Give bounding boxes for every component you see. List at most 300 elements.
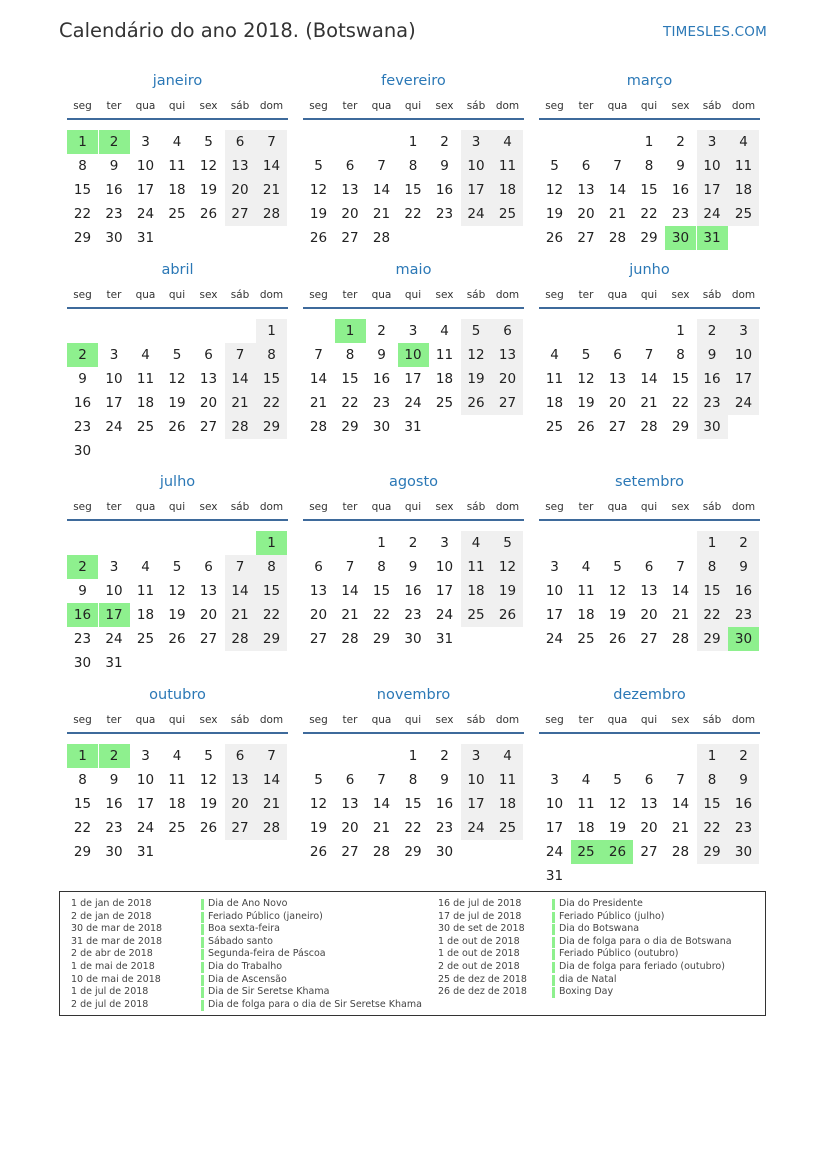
day-cell: 17 [697, 178, 728, 202]
day-cell: 5 [613, 559, 622, 575]
day-cell: 18 [577, 820, 595, 836]
legend-holiday-name: Boa sexta-feira [208, 923, 280, 935]
day-cell: 18 [461, 579, 492, 603]
day-cell: 16 [671, 182, 690, 198]
day-cell: 7 [613, 158, 622, 174]
weekday-label: seg [73, 289, 92, 301]
day-cell: 15 [73, 796, 92, 812]
legend-holiday-name: Dia de folga para o dia de Sir Seretse Khama [208, 998, 422, 1010]
day-cell: 24 [461, 816, 492, 840]
day-cell: 8 [78, 772, 87, 788]
legend-date: 1 de jan de 2018 [71, 898, 152, 909]
day-cell: 18 [728, 178, 759, 202]
day-cell: 7 [345, 559, 355, 575]
day-cell: 28 [256, 202, 287, 226]
day-cell: 25 [168, 206, 186, 222]
day-cell: 15 [697, 792, 728, 816]
day-cell: 21 [640, 395, 658, 411]
weekday-label: ter [106, 714, 122, 726]
day-cell: 14 [225, 367, 256, 391]
weekday-label: seg [73, 714, 92, 726]
day-cell: 17 [136, 796, 155, 812]
day-cell: 28 [256, 816, 287, 840]
day-cell: 26 [168, 419, 186, 435]
weekday-label: sex [435, 501, 454, 513]
weekday-label: seg [309, 714, 328, 726]
day-cell: 20 [341, 820, 359, 836]
day-cell: 1 [697, 744, 728, 768]
legend-date: 2 de jul de 2018 [71, 998, 149, 1010]
day-cell: 19 [461, 367, 492, 391]
weekday-label: sáb [230, 501, 250, 513]
day-cell: 7 [676, 772, 685, 788]
day-cell: 25 [492, 816, 523, 840]
day-cell: 30 [73, 443, 92, 459]
day-cell-holiday: 17 [99, 603, 130, 627]
day-cell: 27 [199, 419, 218, 435]
day-cell: 26 [309, 230, 328, 246]
day-cell: 17 [435, 583, 454, 599]
day-cell: 7 [225, 555, 256, 579]
day-cell: 16 [105, 182, 123, 198]
day-cell: 14 [671, 796, 690, 812]
day-cell: 23 [73, 631, 92, 647]
weekday-label: dom [259, 289, 284, 301]
weekday-label: qua [135, 289, 156, 301]
day-cell: 16 [697, 367, 728, 391]
day-cell: 24 [697, 202, 728, 226]
header-rule [539, 732, 760, 734]
day-cell: 4 [172, 134, 182, 150]
day-cell: 11 [461, 555, 492, 579]
day-cell: 8 [256, 343, 287, 367]
day-cell: 19 [199, 796, 218, 812]
weekday-label: dom [259, 501, 284, 513]
day-cell: 20 [199, 395, 218, 411]
legend-date: 10 de mai de 2018 [71, 973, 161, 985]
day-cell: 24 [105, 631, 123, 647]
day-cell: 13 [199, 583, 218, 599]
day-cell: 14 [372, 796, 391, 812]
weekday-label: qua [135, 501, 156, 513]
weekday-label: ter [342, 501, 358, 513]
day-cell: 8 [676, 347, 685, 363]
weekday-header [303, 100, 524, 115]
legend-holiday-name: Dia de folga para feriado (outubro) [559, 960, 725, 972]
day-cell: 1 [644, 134, 654, 150]
day-cell: 22 [697, 816, 728, 840]
day-cell: 5 [204, 748, 213, 764]
day-cell: 22 [256, 603, 287, 627]
weekday-label: dom [731, 714, 756, 726]
day-cell: 8 [644, 158, 654, 174]
day-cell: 19 [199, 182, 218, 198]
legend-color-marker [552, 924, 555, 935]
day-cell: 3 [461, 130, 492, 154]
holiday-legend [59, 891, 766, 1016]
day-cell: 3 [109, 347, 119, 363]
day-cell: 29 [697, 840, 728, 864]
day-cell: 14 [256, 154, 287, 178]
day-cell: 10 [545, 583, 564, 599]
day-cell: 22 [640, 206, 658, 222]
day-cell: 12 [309, 182, 328, 198]
day-cell: 25 [461, 603, 492, 627]
day-cell: 25 [136, 419, 155, 435]
header-rule [67, 118, 288, 120]
weekday-label: sex [199, 100, 218, 112]
day-cell: 24 [545, 844, 564, 860]
day-cell: 24 [105, 419, 123, 435]
weekday-header [67, 501, 288, 516]
day-cell: 16 [404, 583, 422, 599]
day-cell: 19 [545, 206, 564, 222]
day-cell: 25 [577, 631, 595, 647]
day-cell: 6 [225, 130, 256, 154]
day-cell: 24 [435, 607, 454, 623]
day-cell: 13 [640, 583, 658, 599]
day-cell: 19 [309, 820, 328, 836]
day-cell: 2 [377, 323, 386, 339]
weekday-label: qua [371, 501, 392, 513]
day-cell: 6 [492, 319, 523, 343]
day-cell: 26 [492, 603, 523, 627]
day-cell: 5 [613, 772, 622, 788]
weekday-label: qui [168, 714, 186, 726]
day-cell: 11 [168, 158, 186, 174]
weekday-label: ter [342, 289, 358, 301]
day-cell: 16 [435, 796, 454, 812]
weekday-header [303, 289, 524, 304]
legend-holiday-name: dia de Natal [559, 973, 617, 985]
day-cell: 10 [136, 772, 155, 788]
day-cell: 17 [136, 182, 155, 198]
day-cell: 26 [199, 820, 218, 836]
day-cell-holiday: 1 [335, 319, 366, 343]
day-cell: 28 [372, 230, 391, 246]
day-cell: 23 [73, 419, 92, 435]
day-cell: 9 [78, 371, 87, 387]
day-cell: 18 [545, 395, 564, 411]
weekday-label: ter [342, 100, 358, 112]
day-cell: 8 [377, 559, 386, 575]
day-cell: 19 [608, 820, 627, 836]
legend-holiday-name: Feriado Público (outubro) [559, 948, 679, 960]
day-cell: 28 [225, 627, 256, 651]
day-cell: 12 [168, 371, 186, 387]
day-cell: 15 [697, 579, 728, 603]
day-cell: 9 [109, 772, 119, 788]
day-cell: 30 [697, 415, 728, 439]
weekday-header [67, 714, 288, 729]
day-cell: 16 [728, 792, 759, 816]
weekday-label: qua [371, 714, 392, 726]
day-cell-holiday: 16 [67, 603, 98, 627]
day-cell: 7 [256, 744, 287, 768]
weekday-label: seg [309, 100, 328, 112]
day-cell: 2 [676, 134, 685, 150]
legend-date: 26 de dez de 2018 [438, 986, 527, 998]
weekday-label: ter [106, 100, 122, 112]
day-cell: 8 [697, 555, 728, 579]
day-cell: 23 [105, 820, 123, 836]
day-cell: 14 [671, 583, 690, 599]
day-cell: 22 [372, 607, 391, 623]
day-cell: 27 [492, 391, 523, 415]
weekday-label: seg [545, 714, 564, 726]
day-cell: 28 [341, 631, 359, 647]
day-cell-holiday: 31 [697, 226, 728, 250]
day-cell: 21 [225, 603, 256, 627]
day-cell: 3 [550, 559, 559, 575]
legend-holiday-name: Dia do Botswana [559, 923, 640, 935]
weekday-label: sex [671, 714, 690, 726]
day-cell: 18 [168, 182, 186, 198]
day-cell: 13 [492, 343, 523, 367]
day-cell: 2 [728, 531, 759, 555]
day-cell: 28 [309, 419, 328, 435]
day-cell: 14 [225, 579, 256, 603]
day-cell: 3 [109, 559, 119, 575]
day-cell: 11 [435, 347, 454, 363]
day-cell-holiday: 1 [256, 531, 287, 555]
legend-color-marker [201, 1000, 204, 1011]
weekday-header [539, 100, 760, 115]
day-cell: 28 [671, 844, 690, 860]
day-cell: 12 [199, 772, 218, 788]
day-cell: 15 [404, 796, 422, 812]
day-cell: 20 [225, 792, 256, 816]
day-cell: 24 [136, 206, 155, 222]
day-cell: 1 [676, 323, 685, 339]
legend-date: 2 de jan de 2018 [71, 910, 152, 922]
weekday-header [67, 100, 288, 115]
day-cell: 16 [105, 796, 123, 812]
day-cell: 4 [141, 347, 150, 363]
day-cell: 26 [577, 419, 595, 435]
day-cell: 5 [314, 158, 323, 174]
weekday-label: qui [640, 501, 658, 513]
day-cell: 27 [640, 844, 658, 860]
day-cell: 10 [105, 371, 123, 387]
day-cell: 9 [728, 555, 759, 579]
day-cell: 8 [408, 158, 418, 174]
weekday-label: qui [640, 100, 658, 112]
weekday-label: seg [545, 289, 564, 301]
day-cell: 16 [728, 579, 759, 603]
legend-date: 2 de out de 2018 [438, 960, 520, 972]
day-cell: 6 [345, 158, 355, 174]
month-name: novembro [376, 687, 451, 703]
day-cell: 1 [408, 748, 418, 764]
day-cell: 13 [577, 182, 595, 198]
day-cell: 14 [309, 371, 328, 387]
day-cell: 11 [577, 796, 595, 812]
day-cell: 27 [341, 230, 359, 246]
day-cell: 22 [404, 820, 422, 836]
day-cell: 23 [435, 206, 454, 222]
day-cell: 3 [550, 772, 559, 788]
day-cell: 17 [545, 607, 564, 623]
month-name: junho [629, 262, 670, 278]
day-cell: 17 [461, 178, 492, 202]
day-cell: 14 [372, 182, 391, 198]
weekday-label: ter [578, 289, 594, 301]
day-cell: 6 [314, 559, 323, 575]
weekday-label: qui [640, 714, 658, 726]
day-cell: 20 [492, 367, 523, 391]
day-cell: 10 [461, 154, 492, 178]
day-cell: 20 [341, 206, 359, 222]
day-cell: 31 [545, 868, 564, 884]
weekday-label: dom [259, 100, 284, 112]
day-cell: 7 [644, 347, 654, 363]
day-cell: 20 [309, 607, 328, 623]
day-cell: 6 [345, 772, 355, 788]
day-cell: 12 [608, 796, 627, 812]
day-cell: 27 [577, 230, 595, 246]
day-cell: 20 [225, 178, 256, 202]
legend-date: 17 de jul de 2018 [438, 910, 522, 922]
legend-date: 1 de out de 2018 [438, 935, 520, 947]
day-cell: 15 [640, 182, 658, 198]
legend-color-marker [552, 949, 555, 960]
brand-link[interactable]: TIMESLES.COM [663, 24, 767, 40]
day-cell: 19 [168, 607, 186, 623]
weekday-label: seg [73, 501, 92, 513]
day-cell: 28 [640, 419, 658, 435]
legend-holiday-name: Feriado Público (janeiro) [208, 910, 323, 922]
day-cell: 5 [172, 347, 182, 363]
weekday-label: sex [199, 289, 218, 301]
day-cell: 10 [728, 343, 759, 367]
weekday-label: sáb [230, 100, 250, 112]
day-cell-holiday: 30 [665, 226, 696, 250]
header-rule [303, 732, 524, 734]
weekday-label: sáb [466, 714, 486, 726]
day-cell: 24 [461, 202, 492, 226]
weekday-label: seg [309, 289, 328, 301]
day-cell: 24 [404, 395, 422, 411]
day-cell: 21 [309, 395, 328, 411]
day-cell: 13 [341, 796, 359, 812]
day-cell: 16 [73, 395, 92, 411]
weekday-label: dom [495, 501, 520, 513]
day-cell: 13 [225, 768, 256, 792]
header-rule [303, 118, 524, 120]
day-cell: 28 [225, 415, 256, 439]
legend-color-marker [552, 937, 555, 948]
day-cell: 15 [671, 371, 690, 387]
day-cell: 20 [640, 607, 658, 623]
day-cell: 29 [73, 844, 92, 860]
day-cell: 17 [105, 395, 123, 411]
day-cell: 11 [168, 772, 186, 788]
day-cell: 6 [204, 559, 213, 575]
day-cell: 24 [136, 820, 155, 836]
day-cell: 14 [341, 583, 359, 599]
day-cell: 15 [256, 579, 287, 603]
day-cell: 31 [435, 631, 454, 647]
day-cell: 29 [256, 627, 287, 651]
weekday-label: sáb [466, 501, 486, 513]
day-cell: 3 [440, 535, 449, 551]
day-cell: 1 [377, 535, 386, 551]
day-cell: 12 [577, 371, 595, 387]
day-cell: 16 [435, 182, 454, 198]
weekday-label: dom [259, 714, 284, 726]
day-cell: 6 [644, 772, 654, 788]
day-cell: 1 [408, 134, 418, 150]
weekday-label: qui [404, 501, 422, 513]
day-cell: 27 [309, 631, 328, 647]
day-cell: 4 [581, 559, 591, 575]
day-cell: 19 [492, 579, 523, 603]
day-cell: 13 [608, 371, 627, 387]
day-cell: 20 [640, 820, 658, 836]
day-cell: 22 [697, 603, 728, 627]
day-cell: 1 [256, 319, 287, 343]
day-cell: 9 [440, 772, 449, 788]
day-cell: 29 [73, 230, 92, 246]
day-cell: 6 [225, 744, 256, 768]
weekday-label: sáb [702, 501, 722, 513]
weekday-label: dom [495, 100, 520, 112]
day-cell: 18 [136, 607, 155, 623]
day-cell: 29 [671, 419, 690, 435]
legend-date: 25 de dez de 2018 [438, 973, 527, 985]
weekday-label: dom [495, 289, 520, 301]
legend-holiday-name: Boxing Day [559, 986, 614, 998]
legend-color-marker [201, 987, 204, 998]
day-cell: 22 [256, 391, 287, 415]
day-cell: 15 [256, 367, 287, 391]
day-cell: 4 [141, 559, 150, 575]
day-cell: 21 [671, 820, 690, 836]
weekday-label: sex [199, 501, 218, 513]
day-cell: 25 [492, 202, 523, 226]
day-cell: 17 [461, 792, 492, 816]
day-cell: 12 [168, 583, 186, 599]
weekday-header [539, 289, 760, 304]
day-cell: 9 [697, 343, 728, 367]
weekday-label: ter [342, 714, 358, 726]
day-cell: 5 [172, 559, 182, 575]
day-cell: 27 [199, 631, 218, 647]
day-cell: 11 [492, 154, 523, 178]
month-name: outubro [149, 687, 206, 703]
weekday-label: qui [168, 289, 186, 301]
day-cell: 31 [136, 230, 155, 246]
day-cell: 11 [545, 371, 564, 387]
day-cell: 30 [404, 631, 422, 647]
day-cell: 24 [545, 631, 564, 647]
day-cell: 8 [408, 772, 418, 788]
legend-holiday-name: Dia de folga para o dia de Botswana [559, 935, 732, 947]
legend-color-marker [201, 937, 204, 948]
weekday-header [303, 714, 524, 729]
weekday-label: sáb [702, 100, 722, 112]
day-cell: 5 [550, 158, 559, 174]
day-cell: 16 [372, 371, 391, 387]
day-cell: 3 [461, 744, 492, 768]
day-cell: 21 [608, 206, 627, 222]
header-rule [539, 307, 760, 309]
day-cell: 4 [492, 744, 523, 768]
day-cell: 4 [172, 748, 182, 764]
day-cell: 21 [256, 178, 287, 202]
day-cell: 18 [136, 395, 155, 411]
